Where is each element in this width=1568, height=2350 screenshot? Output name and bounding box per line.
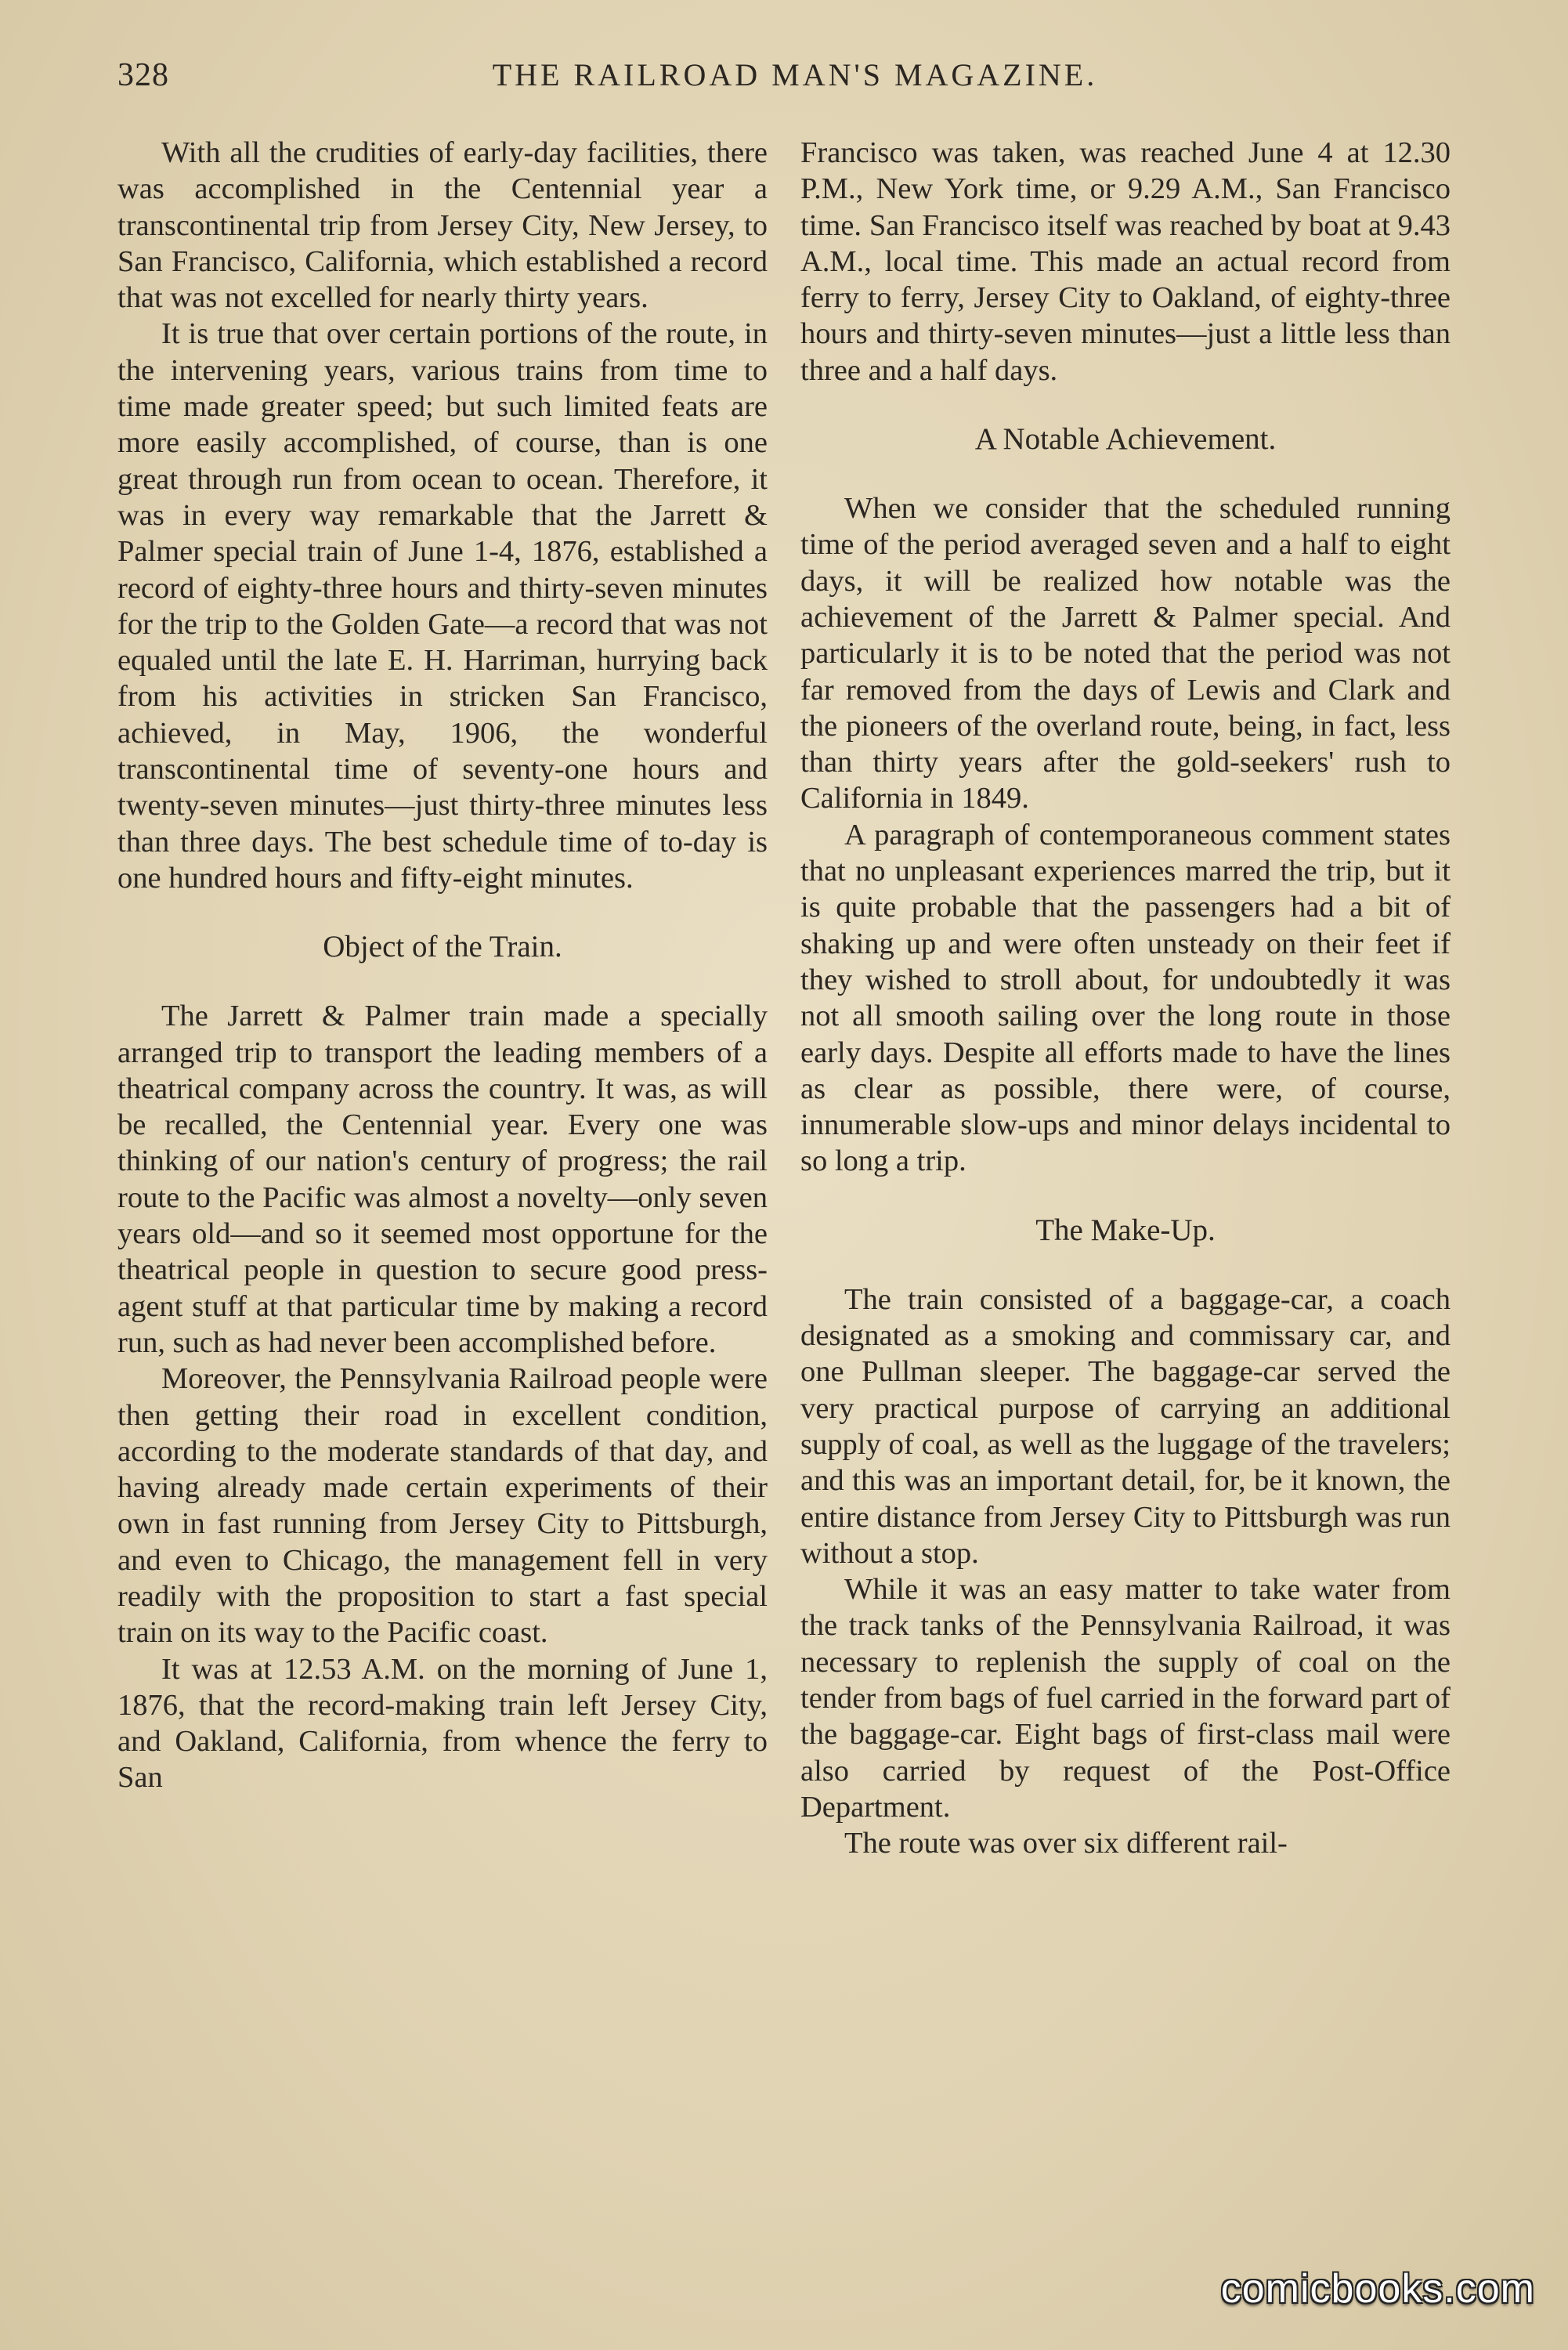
paragraph: When we consider that the scheduled running time of the period averaged seven and a half to eight days, it will be realized how notable was the achievement of the Jarrett & Palmer special. And particularly it is to be noted that the period was not far removed from the days of Lewis and Clark and the pioneers of the overland route, being, in fact, less than thirty years after the gold-seekers' rush to California in 1849. [800,492,1451,815]
paragraph: With all the crudities of early-day facilities, there was accomplished in the Centennial year a transcontinental trip from Jersey City, New Jersey, to San Francisco, California, which established a record that was not excelled for nearly thirty years. [117,136,768,315]
paragraph: The train consisted of a baggage-car, a coach designated as a smoking and commissary car, and one Pullman sleeper. The baggage-car served the very practical purpose of carrying an additional supply of coal, as well as the luggage of the travelers; and this was an important detail, for, be it known, the entire distance from Jersey City to Pittsburgh was run without a stop. [800,1282,1451,1570]
page-header [117,56,1472,119]
paragraph: A paragraph of contemporaneous comment states that no unpleasant experiences marred the trip, but it is quite probable that the passengers had a bit of shaking up and were often unsteady on their feet if they wished to stroll about, for undoubtedly it was not all smooth sailing over the long route in those early days. Despite all efforts made to have the lines as clear as possible, there were, of course, innumerable slow-ups and minor delays incidental to so long a trip. [800,818,1451,1178]
paragraph: It is true that over certain portions of the route, in the intervening years, various trains from time to time made greater speed; but such limited feats are more easily accomplished, of course, than is one great through run from ocean to ocean. Therefore, it was in every way remarkable that the Jarrett & Palmer special train of June 1-4, 1876, established a record of eighty-three hours and thirty-seven minutes for the trip to the Golden Gate—a record that was not equaled until the late E. H. Harriman, hurrying back from his activities in stricken San Francisco, achieved, in May, 1906, the wonderful transcontinental time of seventy-one hours and twenty-seven minutes—just thirty-three minutes less than three days. The best schedule time of to-day is one hundred hours and fifty-eight minutes. [117,317,768,895]
page-number: 328 [117,57,169,93]
section-heading: A Notable Achievement. [974,422,1277,457]
paragraph: It was at 12.53 A.M. on the morning of June 1, 1876, that the record-making train left Jersey City, and Oakland, California, from whence the ferry to San [117,1652,768,1795]
watermark-logo: comicbooks.com [1220,2266,1535,2312]
paragraph: Francisco was taken, was reached June 4 at 12.30 P.M., New York time, or 9.29 A.M., San Francisco time. San Francisco itself was reached by boat at 9.43 A.M., local time. This made an actual record from ferry to ferry, Jersey City to Oakland, of eighty-three hours and thirty-seven minutes—just a little less than three and a half days. [800,136,1451,387]
paragraph: While it was an easy matter to take water from the track tanks of the Pennsylvania Railroad, it was necessary to replenish the supply of coal on the tender from bags of fuel carried in the forward part of the baggage-car. Eight bags of first-class mail were also carried by request of the Post-Office Department. [800,1573,1451,1824]
running-head: THE RAILROAD MAN'S MAGAZINE. [492,57,1098,92]
paragraph: The route was over six different rail- [844,1827,1288,1860]
section-heading: Object of the Train. [323,930,562,964]
left-column [117,135,768,1796]
paragraph: The Jarrett & Palmer train made a specially arranged trip to transport the leading members of a theatrical company across the country. It was, as will be recalled, the Centennial year. Every one was thinking of our nation's century of progress; the rail route to the Pacific was almost a novelty—only seven years old—and so it seemed most opportune for the theatrical people in question to secure good press-agent stuff at that particular time by making a record run, such as had never been accomplished before. [117,1000,768,1359]
right-column [800,135,1451,1861]
paragraph: Moreover, the Pennsylvania Railroad people were then getting their road in excellent condition, according to the moderate standards of that day, and having already made certain experiments of their own in fast running from Jersey City to Pittsburgh, and even to Chicago, the management fell in very readily with the proposition to start a fast special train on its way to the Pacific coast. [117,1362,768,1650]
section-heading: The Make-Up. [1035,1213,1216,1247]
